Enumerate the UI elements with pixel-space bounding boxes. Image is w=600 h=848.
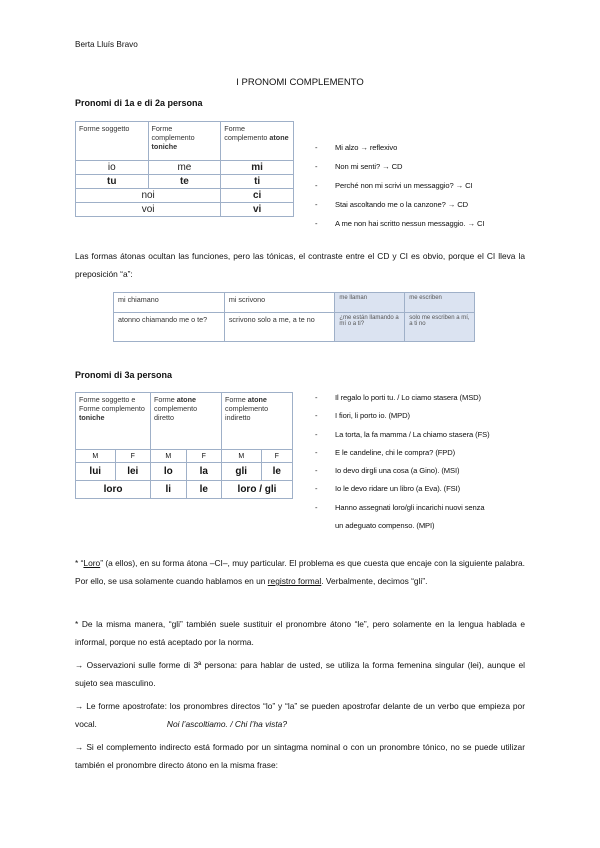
table-cell: solo me escriben a mí, a ti no [405, 313, 475, 342]
section-heading-3-persona: Pronomi di 3a persona [75, 370, 173, 380]
list-item: un adeguato compenso. (MPI) [335, 521, 435, 531]
paragraph-formas-atonas: Las formas átonas ocultan las funciones, pero las tónicas, el contraste entre el CD y CI es obvio, porque el CI lleva la preposición “a”: [75, 251, 525, 279]
header-emphasis: toniche [79, 413, 105, 422]
note-text: → Le forme apostrofate: los pronombres directos “lo” y “la” se pueden apostrofar delante de un verbo que empieza por vocal. [75, 701, 525, 729]
note-text: ” (a ellos), en su forma átona –CI–, muy particular. El problema es que cuesta que encaje con la siguiente palabra. Por ello, se usa solamente cuando hablamos en un [75, 558, 526, 586]
section-heading-1-2-persona: Pronomi di 1a e di 2a persona [75, 98, 203, 108]
table-cell: ci [221, 189, 294, 203]
table-cell: me [148, 161, 221, 175]
table-cell: lo [151, 463, 186, 481]
table-header [221, 122, 294, 161]
table-cell: le [186, 481, 221, 499]
table-cell: mi scrivono [224, 293, 335, 313]
table-cell: ti [221, 175, 294, 189]
header-text: Forme complemento atone [224, 124, 289, 142]
table-cell: M [151, 450, 186, 463]
table-cell: mi chiamano [114, 293, 225, 313]
list-item: - Mi alzo → reflexivo [315, 138, 484, 157]
table-header [148, 122, 221, 161]
list-item: - Io devo dirgli una cosa (a Gino). (MSI) [315, 462, 490, 480]
note-text: * “ [75, 558, 84, 568]
table-header [221, 393, 292, 450]
examples-list-1 [315, 138, 484, 233]
list-item: - Perché non mi scrivi un messaggio? → CI [315, 176, 484, 195]
header-emphasis: atone [176, 395, 196, 404]
table-cell: gli [221, 463, 261, 481]
header-text: Forme atone complemento diretto [154, 395, 198, 422]
list-item: - I fiori, li porto io. (MPD) [315, 407, 490, 425]
table-cell: F [261, 450, 292, 463]
table-cell: lui [76, 463, 116, 481]
table-pronomi-1-2 [75, 121, 294, 217]
list-item: - Hanno assegnati loro/gli incarichi nuovi senza [315, 499, 490, 517]
table-cell: F [115, 450, 150, 463]
table-cell: F [186, 450, 221, 463]
list-item: - E le candeline, chi le compra? (FPD) [315, 444, 490, 462]
table-cell: mi [221, 161, 294, 175]
header-emphasis: toniche [151, 142, 178, 151]
note-text: . Verbalmente, decimos “gli”. [321, 576, 428, 586]
table-cell: scrivono solo a me, a te no [224, 313, 335, 342]
table-cell: me llaman [335, 293, 405, 313]
table-cell: noi [76, 189, 221, 203]
note-example: Noi l’ascoltiamo. / Chi l’ha vista? [166, 719, 287, 729]
table-cell: ¿me están llamando a mí o a ti? [335, 313, 405, 342]
list-item: - Non mi senti? → CD [315, 157, 484, 176]
list-item: - Il regalo lo porti tu. / Lo ciamo stasera (MSD) [315, 389, 490, 407]
table-cell: M [76, 450, 116, 463]
header-text: Forme atone complemento indiretto [224, 395, 269, 422]
list-item: - Io le devo ridare un libro (a Eva). (FSI) [315, 480, 490, 498]
note-apostrofate [75, 697, 525, 733]
header-emphasis: atone [247, 395, 267, 404]
note-osservazioni: → Osservazioni sulle forme di 3ª persona: para hablar de usted, se utiliza la forma femenina singular (lei), aunque el sujeto sea masculino. [75, 660, 525, 688]
note-gli: * De la misma manera, “gli” también suele sustituir el pronombre átono “le”, pero solamente en la lengua hablada e informal, porque no está aceptado por la norma. [75, 619, 525, 647]
table-pronomi-3 [75, 392, 293, 499]
note-loro-word: Loro [83, 558, 101, 568]
table-cell: vi [221, 203, 294, 217]
list-item: - A me non hai scritto nessun messaggio. → CI [315, 214, 484, 233]
table-cell: me escriben [405, 293, 475, 313]
header-text: Forme soggetto e Forme complemento toniche [79, 395, 145, 422]
list-item: - Stai ascoltando me o la canzone? → CD [315, 195, 484, 214]
table-header [151, 393, 222, 450]
table-cell: M [221, 450, 261, 463]
examples-list-3 [315, 389, 490, 535]
header-emphasis: atone [269, 133, 289, 142]
table-cell: loro / gli [221, 481, 292, 499]
note-loro [75, 554, 525, 590]
table-cell: te [148, 175, 221, 189]
table-cell: tu [76, 175, 149, 189]
table-cell: li [151, 481, 186, 499]
table-cd-ci-contrast [113, 292, 475, 342]
page-title: I PRONOMI COMPLEMENTO [236, 77, 364, 88]
table-cell: la [186, 463, 221, 481]
table-header: Forme soggetto [76, 122, 149, 161]
table-cell: loro [76, 481, 151, 499]
table-header [76, 393, 151, 450]
table-cell: voi [76, 203, 221, 217]
author: Berta Lluís Bravo [75, 40, 138, 49]
note-registro-formal: registro formal [267, 576, 322, 586]
table-cell: lei [115, 463, 150, 481]
table-cell: atonno chiamando me o te? [114, 313, 225, 342]
note-complemento-indirecto: → Si el complemento indirecto está formado por un sintagma nominal o con un pronombre tónico, no se puede utilizar también el pronombre directo átono en la misma frase: [75, 742, 525, 770]
table-cell: le [261, 463, 292, 481]
list-item: - La torta, la fa mamma / La chiamo stasera (FS) [315, 426, 490, 444]
header-text: Forme complemento toniche [151, 124, 195, 151]
table-cell: io [76, 161, 149, 175]
